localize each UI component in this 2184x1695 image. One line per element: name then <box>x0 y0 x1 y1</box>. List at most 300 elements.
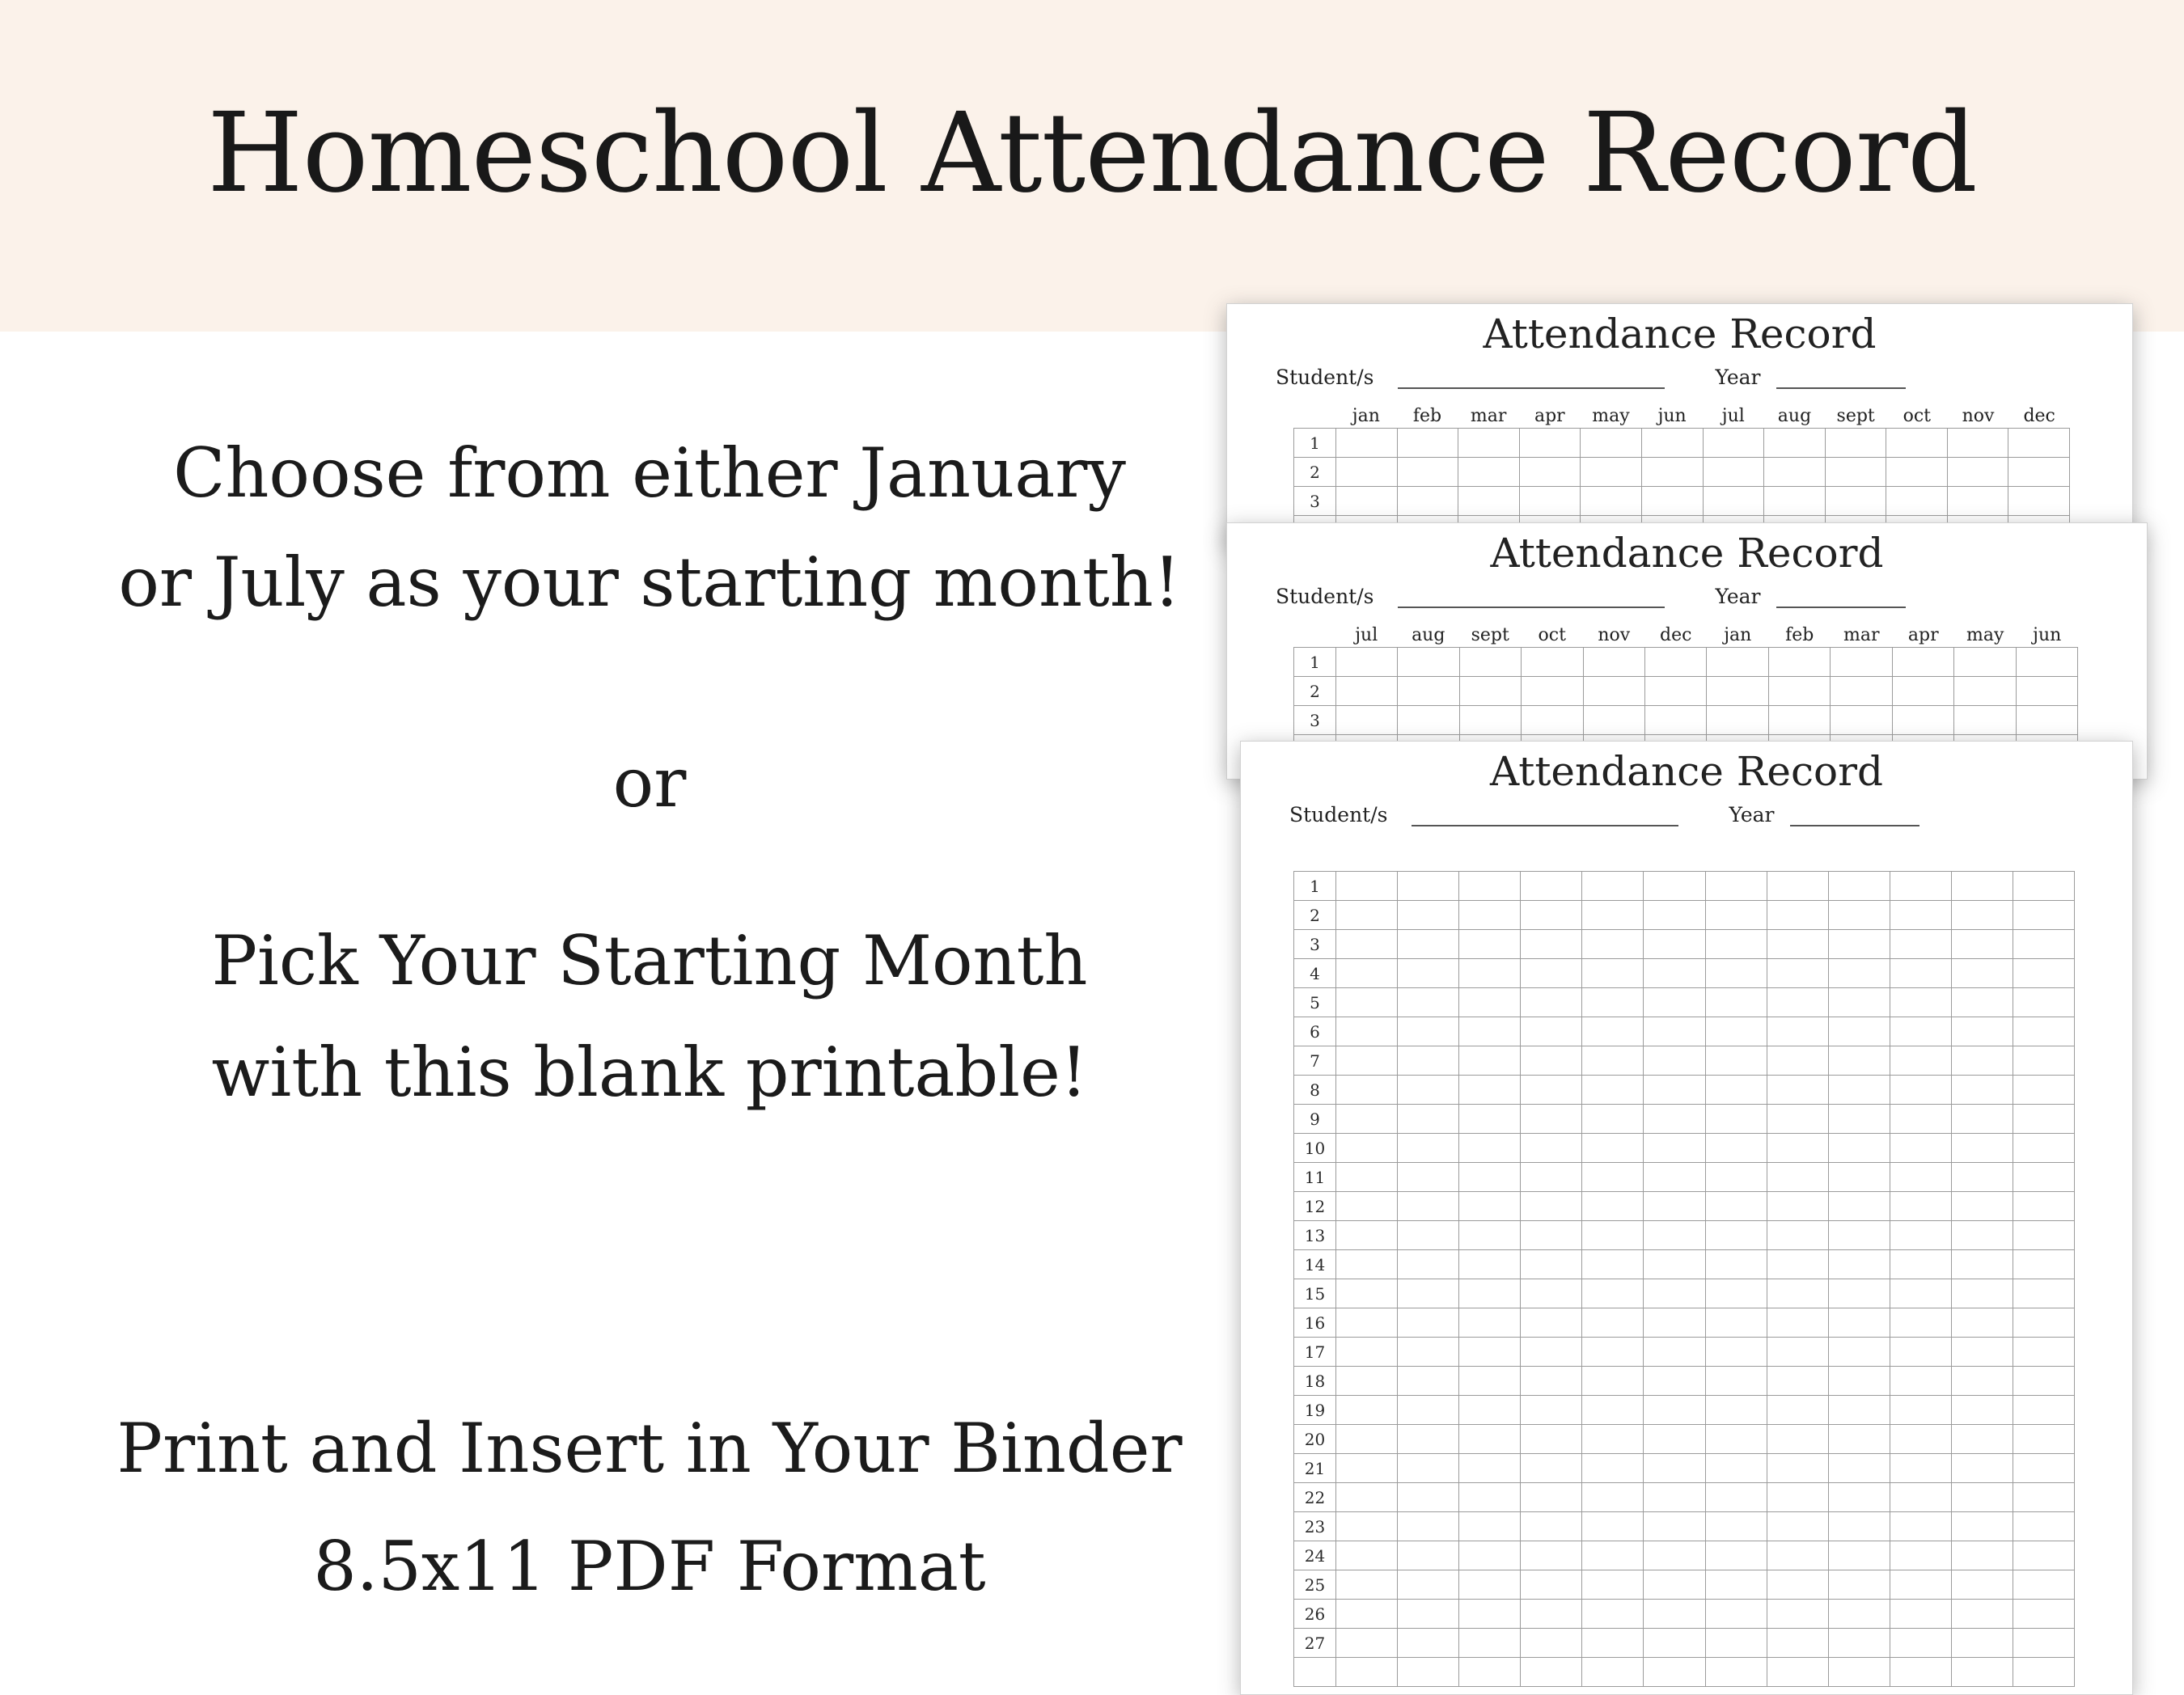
month-label: dec <box>2023 406 2055 426</box>
grid-cell <box>2013 988 2075 1017</box>
row-number: 22 <box>1294 1483 1336 1512</box>
grid-cell <box>1398 1658 1459 1687</box>
grid-cell <box>1767 1163 1829 1192</box>
grid-cell <box>1398 1134 1459 1163</box>
copy-or <box>59 729 1240 838</box>
grid-cell <box>1336 1046 1398 1076</box>
grid-cell <box>1952 1658 2013 1687</box>
grid-cell <box>1829 1629 1890 1658</box>
page-title: Homeschool Attendance Record <box>207 90 1977 218</box>
month-label: aug <box>1777 406 1812 426</box>
row-number: 17 <box>1294 1338 1336 1367</box>
grid-cell <box>1706 959 1767 988</box>
grid-cell <box>1459 1658 1521 1687</box>
grid-cell <box>1582 1279 1644 1308</box>
grid-cell <box>1952 1105 2013 1134</box>
grid-cell <box>1644 1483 1705 1512</box>
grid-cell <box>1398 648 1459 677</box>
grid-cell <box>1398 1512 1459 1541</box>
grid-cell <box>1459 988 1521 1017</box>
grid-cell <box>1706 1600 1767 1629</box>
grid-cell <box>1644 1221 1705 1250</box>
grid-cell <box>1582 1629 1644 1658</box>
grid-cell <box>1398 1570 1459 1600</box>
month-label: sept <box>1836 406 1875 426</box>
grid-cell <box>1829 1600 1890 1629</box>
grid-cell <box>1829 872 1890 901</box>
grid-cell <box>2013 901 2075 930</box>
row-number: 2 <box>1294 677 1336 706</box>
grid-cell <box>2017 677 2078 706</box>
grid-cell <box>1767 1046 1829 1076</box>
grid-cell <box>1582 930 1644 959</box>
grid-cell <box>2013 1134 2075 1163</box>
copy-print-info <box>59 1389 1240 1625</box>
row-number: 12 <box>1294 1192 1336 1221</box>
copy-choose-line2: or July as your starting month! <box>118 543 1181 622</box>
grid-cell <box>1582 1308 1644 1338</box>
grid-cell <box>1521 1308 1582 1338</box>
grid-cell <box>1521 1512 1582 1541</box>
grid-cell <box>1890 1017 1952 1046</box>
grid-cell <box>1890 930 1952 959</box>
grid-cell <box>1886 458 1948 487</box>
grid-cell <box>1706 1396 1767 1425</box>
grid-cell <box>1336 988 1398 1017</box>
grid-cell <box>1521 1541 1582 1570</box>
month-label: oct <box>1538 625 1566 645</box>
grid-cell <box>1706 1192 1767 1221</box>
student-blank-line <box>1398 585 1665 608</box>
grid-cell <box>1398 1076 1459 1105</box>
grid-cell <box>1767 1570 1829 1600</box>
sheet-title: Attendance Record <box>1483 311 1877 357</box>
month-label: mar <box>1843 625 1880 645</box>
grid-cell <box>1398 988 1459 1017</box>
grid-cell <box>1886 429 1948 458</box>
grid-cell <box>1398 901 1459 930</box>
grid-cell <box>1582 988 1644 1017</box>
grid-cell <box>1521 1570 1582 1600</box>
grid-cell <box>1336 1658 1398 1687</box>
grid-cell <box>1767 1483 1829 1512</box>
grid-cell <box>1582 872 1644 901</box>
grid-cell <box>1520 429 1581 458</box>
grid-cell <box>1644 1570 1705 1600</box>
grid-cell <box>2013 1483 2075 1512</box>
grid-cell <box>1767 1134 1829 1163</box>
copy-or-word: or <box>612 743 687 822</box>
grid-cell <box>1890 1221 1952 1250</box>
grid-cell <box>1459 872 1521 901</box>
grid-cell <box>1642 429 1704 458</box>
grid-cell <box>1459 1250 1521 1279</box>
grid-cell <box>1706 872 1767 901</box>
grid-cell <box>1948 487 2009 516</box>
grid-cell <box>1767 901 1829 930</box>
grid-cell <box>1829 1163 1890 1192</box>
grid-cell <box>1582 1570 1644 1600</box>
row-number: 10 <box>1294 1134 1336 1163</box>
grid-cell <box>1336 1425 1398 1454</box>
grid-cell <box>1706 1279 1767 1308</box>
grid-cell <box>1459 959 1521 988</box>
grid-cell <box>1644 872 1705 901</box>
grid-cell <box>1644 1338 1705 1367</box>
grid-cell <box>1398 1425 1459 1454</box>
grid-cell <box>1767 988 1829 1017</box>
grid-cell <box>1831 677 1892 706</box>
grid-cell <box>1521 901 1582 930</box>
grid-cell <box>1644 1105 1705 1134</box>
grid-cell <box>1336 458 1398 487</box>
grid-cell <box>1398 1279 1459 1308</box>
grid-cell <box>1890 1076 1952 1105</box>
grid-cell <box>1521 1017 1582 1046</box>
month-label: nov <box>1598 625 1631 645</box>
student-blank-line <box>1412 804 1678 826</box>
grid-cell <box>1336 1338 1398 1367</box>
month-label: apr <box>1534 406 1565 426</box>
grid-cell <box>1829 1512 1890 1541</box>
grid-cell <box>1831 648 1892 677</box>
copy-choose-line1: Choose from either January <box>173 433 1126 513</box>
grid-cell <box>1398 1541 1459 1570</box>
grid-cell <box>1581 487 1642 516</box>
grid-cell <box>1521 1046 1582 1076</box>
grid-cell <box>1704 487 1765 516</box>
student-label: Student/s <box>1289 803 1388 826</box>
grid-cell <box>1948 458 2009 487</box>
grid-cell <box>1952 1367 2013 1396</box>
grid-cell <box>1764 458 1826 487</box>
grid-cell <box>1398 1338 1459 1367</box>
grid-cell <box>1459 1600 1521 1629</box>
grid-cell <box>1890 1192 1952 1221</box>
grid-cell <box>1521 988 1582 1017</box>
grid-cell <box>2013 1308 2075 1338</box>
grid-cell <box>1336 1076 1398 1105</box>
grid-cell <box>1336 677 1398 706</box>
grid-cell <box>1398 1046 1459 1076</box>
grid-cell <box>1582 1512 1644 1541</box>
grid-cell <box>1644 1308 1705 1338</box>
grid-cell <box>1706 1483 1767 1512</box>
grid-cell <box>1642 487 1704 516</box>
grid-cell <box>1398 706 1459 735</box>
grid-cell <box>1336 1483 1398 1512</box>
grid-cell <box>1767 1425 1829 1454</box>
grid-cell <box>1582 1250 1644 1279</box>
grid-cell <box>1826 429 1887 458</box>
month-label: sept <box>1471 625 1509 645</box>
grid-cell <box>1890 1570 1952 1600</box>
grid-cell <box>1644 1454 1705 1483</box>
grid-cell <box>1644 1134 1705 1163</box>
grid-cell <box>1767 1541 1829 1570</box>
row-number: 15 <box>1294 1279 1336 1308</box>
row-number: 5 <box>1294 988 1336 1017</box>
grid-cell <box>1644 1396 1705 1425</box>
grid-cell <box>1521 1134 1582 1163</box>
grid-cell <box>1398 677 1459 706</box>
grid-cell <box>1890 1541 1952 1570</box>
grid-cell <box>1829 1483 1890 1512</box>
grid-cell <box>1336 1105 1398 1134</box>
row-number: 3 <box>1294 487 1336 516</box>
month-label: jun <box>1657 406 1687 426</box>
grid-cell <box>1336 1250 1398 1279</box>
month-header-spacer <box>1293 406 1335 426</box>
grid-cell <box>1458 429 1520 458</box>
grid-cell <box>1398 1483 1459 1512</box>
grid-cell <box>1829 1221 1890 1250</box>
grid-cell <box>1398 1163 1459 1192</box>
year-label: Year <box>1729 803 1775 826</box>
sheet-title: Attendance Record <box>1490 530 1884 577</box>
grid-cell <box>1767 1105 1829 1134</box>
grid-cell <box>1336 1017 1398 1046</box>
grid-cell <box>1459 1046 1521 1076</box>
grid-cell <box>1459 1629 1521 1658</box>
grid-cell <box>1829 1658 1890 1687</box>
month-header-row <box>1293 406 2070 426</box>
grid-cell <box>2013 1425 2075 1454</box>
attendance-grid <box>1293 871 2075 1687</box>
row-number: 1 <box>1294 648 1336 677</box>
grid-cell <box>1829 1017 1890 1046</box>
copy-print-line1: Print and Insert in Your Binder <box>116 1409 1183 1488</box>
grid-cell <box>1398 1629 1459 1658</box>
grid-cell <box>1706 1308 1767 1338</box>
grid-cell <box>1767 1076 1829 1105</box>
grid-cell <box>1644 1425 1705 1454</box>
grid-cell <box>1706 1046 1767 1076</box>
grid-cell <box>1890 1279 1952 1308</box>
row-number: 2 <box>1294 458 1336 487</box>
grid-cell <box>1398 930 1459 959</box>
grid-cell <box>1459 1367 1521 1396</box>
month-label: jan <box>1352 406 1380 426</box>
grid-cell <box>1706 1017 1767 1046</box>
year-blank-line <box>1776 585 1906 608</box>
grid-cell <box>1459 1105 1521 1134</box>
grid-cell <box>2008 487 2070 516</box>
grid-cell <box>1952 1163 2013 1192</box>
grid-cell <box>1582 1425 1644 1454</box>
grid-cell <box>1582 901 1644 930</box>
grid-cell <box>1952 872 2013 901</box>
grid-cell <box>1520 458 1581 487</box>
row-number: 2 <box>1294 901 1336 930</box>
grid-cell <box>1890 1308 1952 1338</box>
grid-cell <box>2013 1076 2075 1105</box>
row-number: 1 <box>1294 429 1336 458</box>
row-number: 26 <box>1294 1600 1336 1629</box>
grid-cell <box>1582 1454 1644 1483</box>
grid-cell <box>1459 1570 1521 1600</box>
student-label: Student/s <box>1276 366 1374 389</box>
grid-cell <box>1582 1192 1644 1221</box>
grid-cell <box>1829 1570 1890 1600</box>
grid-cell <box>1893 706 1954 735</box>
grid-cell <box>1459 1192 1521 1221</box>
grid-cell <box>1706 901 1767 930</box>
grid-cell <box>1644 1046 1705 1076</box>
grid-cell <box>1767 1454 1829 1483</box>
grid-cell <box>1459 1221 1521 1250</box>
month-label: jul <box>1721 406 1745 426</box>
grid-cell <box>1336 1279 1398 1308</box>
grid-cell <box>1398 487 1459 516</box>
grid-cell <box>1893 648 1954 677</box>
year-blank-line <box>1776 366 1906 389</box>
grid-cell <box>1459 1017 1521 1046</box>
grid-cell <box>1767 872 1829 901</box>
grid-cell <box>1890 1512 1952 1541</box>
grid-cell <box>1645 648 1707 677</box>
grid-cell <box>1336 1134 1398 1163</box>
row-number: 3 <box>1294 930 1336 959</box>
grid-cell <box>1398 1454 1459 1483</box>
month-label: jun <box>2033 625 2062 645</box>
grid-cell <box>1582 1600 1644 1629</box>
row-number: 14 <box>1294 1250 1336 1279</box>
grid-cell <box>1890 1425 1952 1454</box>
grid-cell <box>1893 677 1954 706</box>
grid-cell <box>1521 1338 1582 1367</box>
grid-cell <box>1582 1017 1644 1046</box>
grid-cell <box>1584 648 1645 677</box>
grid-cell <box>1829 1308 1890 1338</box>
row-number: 27 <box>1294 1629 1336 1658</box>
grid-cell <box>1952 1134 2013 1163</box>
grid-cell <box>1644 1279 1705 1308</box>
grid-cell <box>1460 706 1522 735</box>
grid-cell <box>1336 930 1398 959</box>
grid-cell <box>2013 1658 2075 1687</box>
grid-cell <box>1952 1541 2013 1570</box>
grid-cell <box>2013 872 2075 901</box>
grid-cell <box>1398 1105 1459 1134</box>
grid-cell <box>1707 677 1768 706</box>
month-label: may <box>1966 625 2004 645</box>
grid-cell <box>1459 1396 1521 1425</box>
grid-cell <box>2013 1279 2075 1308</box>
grid-cell <box>1706 1163 1767 1192</box>
grid-cell <box>2013 1454 2075 1483</box>
grid-cell <box>1952 1279 2013 1308</box>
month-label: jan <box>1724 625 1752 645</box>
grid-cell <box>1952 1076 2013 1105</box>
grid-cell <box>1460 648 1522 677</box>
grid-cell <box>1890 959 1952 988</box>
grid-cell <box>1764 429 1826 458</box>
grid-cell <box>1829 930 1890 959</box>
year-label: Year <box>1715 366 1761 389</box>
grid-cell <box>1831 706 1892 735</box>
grid-cell <box>1829 1105 1890 1134</box>
grid-cell <box>2013 1396 2075 1425</box>
grid-cell <box>1767 1308 1829 1338</box>
grid-cell <box>1767 1600 1829 1629</box>
grid-cell <box>1954 648 2016 677</box>
grid-cell <box>1458 487 1520 516</box>
grid-cell <box>1336 1221 1398 1250</box>
grid-cell <box>1952 901 2013 930</box>
grid-cell <box>1707 706 1768 735</box>
grid-cell <box>1829 1046 1890 1076</box>
grid-cell <box>1582 1367 1644 1396</box>
grid-cell <box>1829 959 1890 988</box>
grid-cell <box>1767 959 1829 988</box>
grid-cell <box>1890 1454 1952 1483</box>
grid-cell <box>1706 1570 1767 1600</box>
grid-cell <box>1336 1570 1398 1600</box>
month-label: apr <box>1907 625 1939 645</box>
grid-cell <box>1336 1192 1398 1221</box>
grid-cell <box>1829 1367 1890 1396</box>
grid-cell <box>1336 1367 1398 1396</box>
month-label: nov <box>1962 406 1995 426</box>
grid-cell <box>1521 1279 1582 1308</box>
header-banner <box>0 0 2184 332</box>
grid-cell <box>1582 1076 1644 1105</box>
grid-cell <box>1890 1658 1952 1687</box>
student-blank-line <box>1398 366 1665 389</box>
grid-cell <box>1890 872 1952 901</box>
grid-cell <box>1706 1454 1767 1483</box>
grid-cell <box>1706 1658 1767 1687</box>
month-label: jul <box>1355 625 1378 645</box>
row-number: 21 <box>1294 1454 1336 1483</box>
grid-cell <box>1336 872 1398 901</box>
grid-cell <box>1582 1221 1644 1250</box>
grid-cell <box>1336 1163 1398 1192</box>
grid-cell <box>1886 487 1948 516</box>
grid-cell <box>2008 429 2070 458</box>
row-number: 16 <box>1294 1308 1336 1338</box>
grid-cell <box>2013 1570 2075 1600</box>
grid-cell <box>1521 1629 1582 1658</box>
grid-cell <box>1952 1483 2013 1512</box>
grid-cell <box>1952 1570 2013 1600</box>
grid-cell <box>1645 706 1707 735</box>
grid-cell <box>1890 1134 1952 1163</box>
grid-cell <box>1829 901 1890 930</box>
attendance-sheet-january-start <box>1226 303 2133 547</box>
grid-cell <box>1767 1396 1829 1425</box>
grid-cell <box>1582 1046 1644 1076</box>
grid-cell <box>2013 1046 2075 1076</box>
grid-cell <box>1336 706 1398 735</box>
grid-cell <box>1582 1163 1644 1192</box>
grid-cell <box>1459 1454 1521 1483</box>
grid-cell <box>1398 959 1459 988</box>
grid-cell <box>1459 1483 1521 1512</box>
grid-cell <box>1398 1396 1459 1425</box>
grid-cell <box>1521 1105 1582 1134</box>
grid-cell <box>1952 1017 2013 1046</box>
grid-cell <box>1706 1076 1767 1105</box>
month-label: dec <box>1660 625 1692 645</box>
grid-cell <box>1952 930 2013 959</box>
grid-cell <box>1952 1512 2013 1541</box>
grid-cell <box>1398 1192 1459 1221</box>
grid-cell <box>1706 1338 1767 1367</box>
grid-cell <box>1336 1454 1398 1483</box>
month-label: mar <box>1470 406 1507 426</box>
